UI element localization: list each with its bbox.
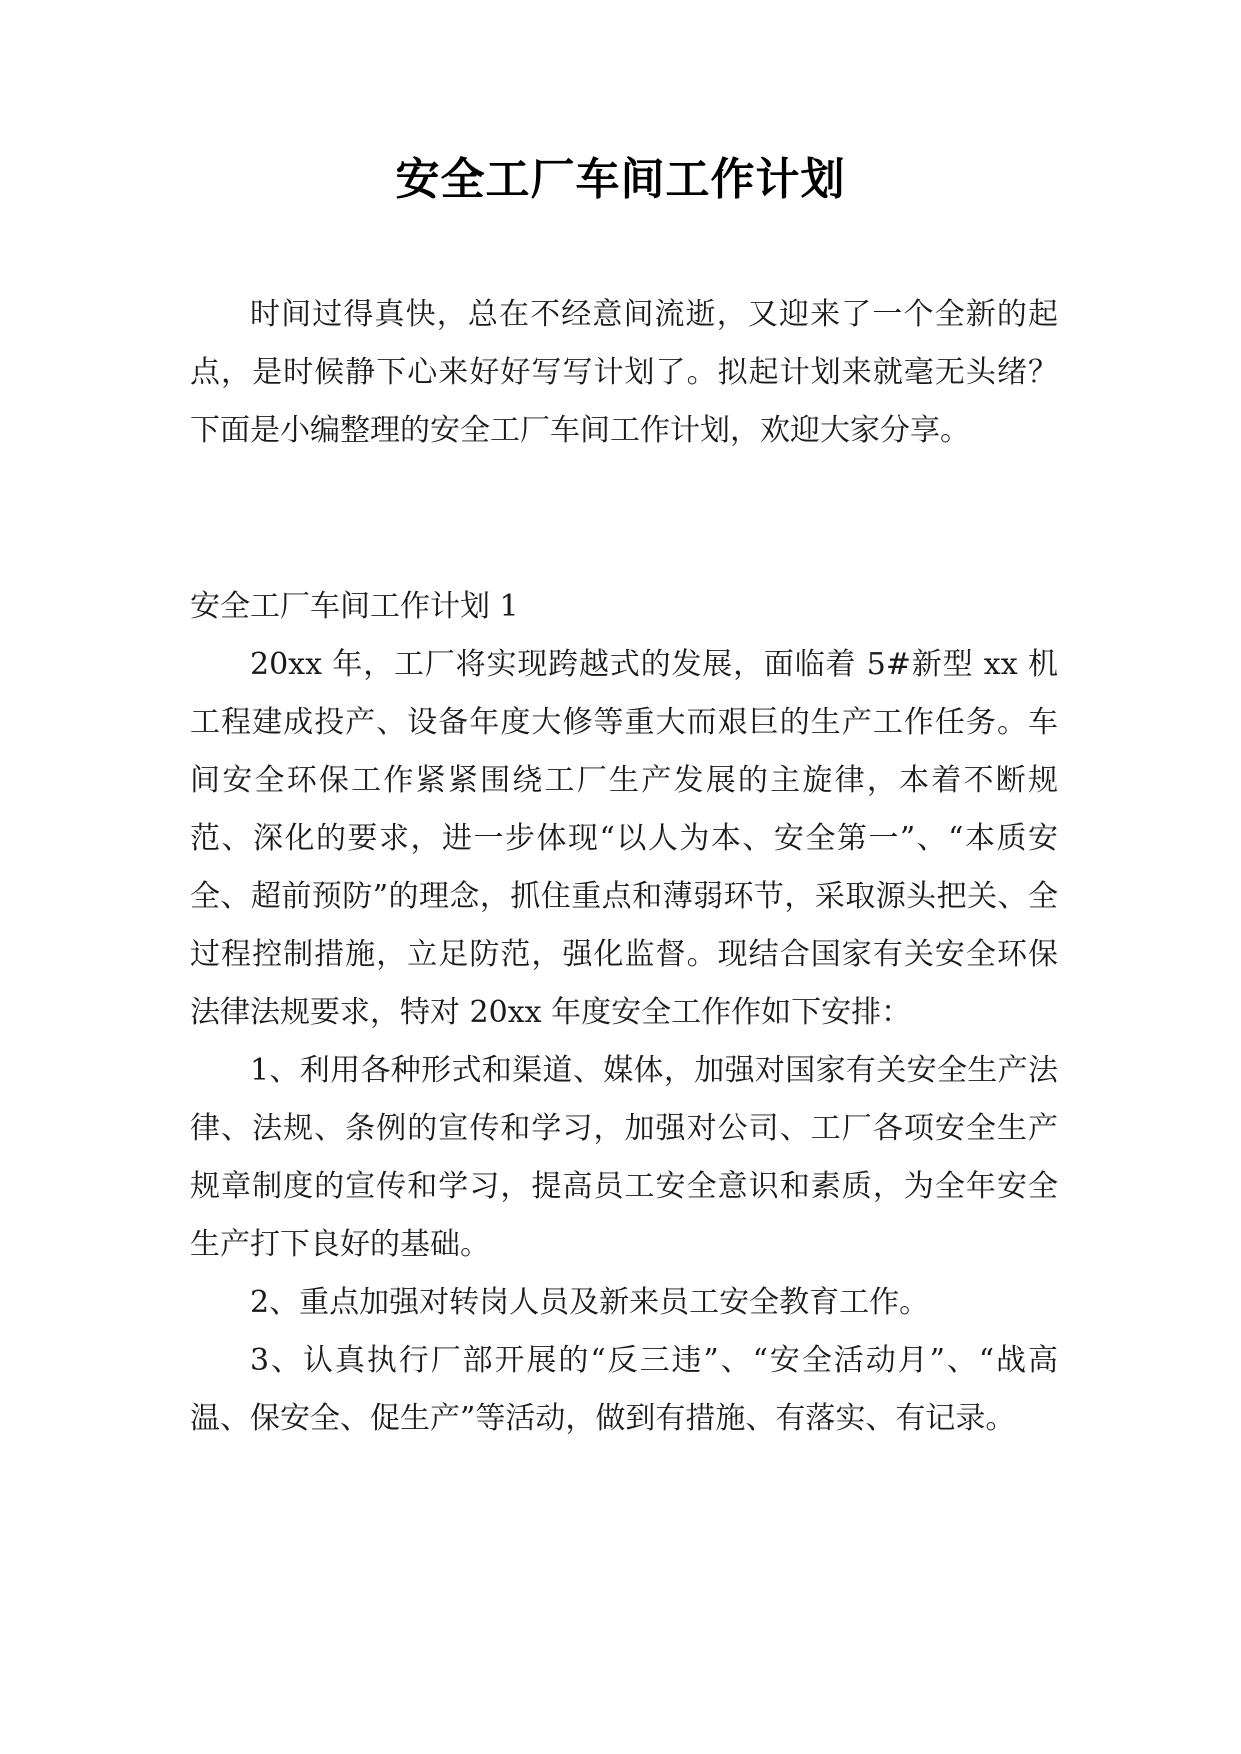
list-item-2: 2、重点加强对转岗人员及新来员工安全教育工作。 — [250, 1285, 930, 1320]
intro-paragraph: 时间过得真快，总在不经意间流逝，又迎来了一个全新的起点，是时候静下心来好好写写计划了。拟起计划来就毫无头绪？下面是小编整理的安全工厂车间工作计划，欢迎大家分享。 — [190, 297, 1058, 448]
list-item-1: 1、利用各种形式和渠道、媒体，加强对国家有关安全生产法律、法规、条例的宣传和学习，加强对公司、工厂各项安全生产规章制度的宣传和学习，提高员工安全意识和素质，为全年安全生产打下良好的基础。 — [190, 1053, 1058, 1262]
document-title: 安全工厂车间工作计划 — [395, 154, 846, 205]
intro-section — [190, 286, 1058, 460]
section-heading: 安全工厂车间工作计划 1 — [190, 589, 519, 624]
section-body — [190, 636, 1058, 1448]
body-paragraph: 20xx 年，工厂将实现跨越式的发展，面临着 5#新型 xx 机工程建成投产、设备年度大修等重大而艰巨的生产工作任务。车间安全环保工作紧紧围绕工厂生产发展的主旋律，本着不断规范、深化的要求，进一步体现“以人为本、安全第一”、“本质安全、超前预防”的理念，抓住重点和薄弱环节，采取源头把关、全过程控制措施，立足防范，强化监督。现结合国家有关安全环保法律法规要求，特对 20xx 年度安全工作作如下安排： — [190, 647, 1058, 1030]
list-item-3: 3、认真执行厂部开展的“反三违”、“安全活动月”、“战高温、保安全、促生产”等活动，做到有措施、有落实、有记录。 — [190, 1343, 1058, 1436]
